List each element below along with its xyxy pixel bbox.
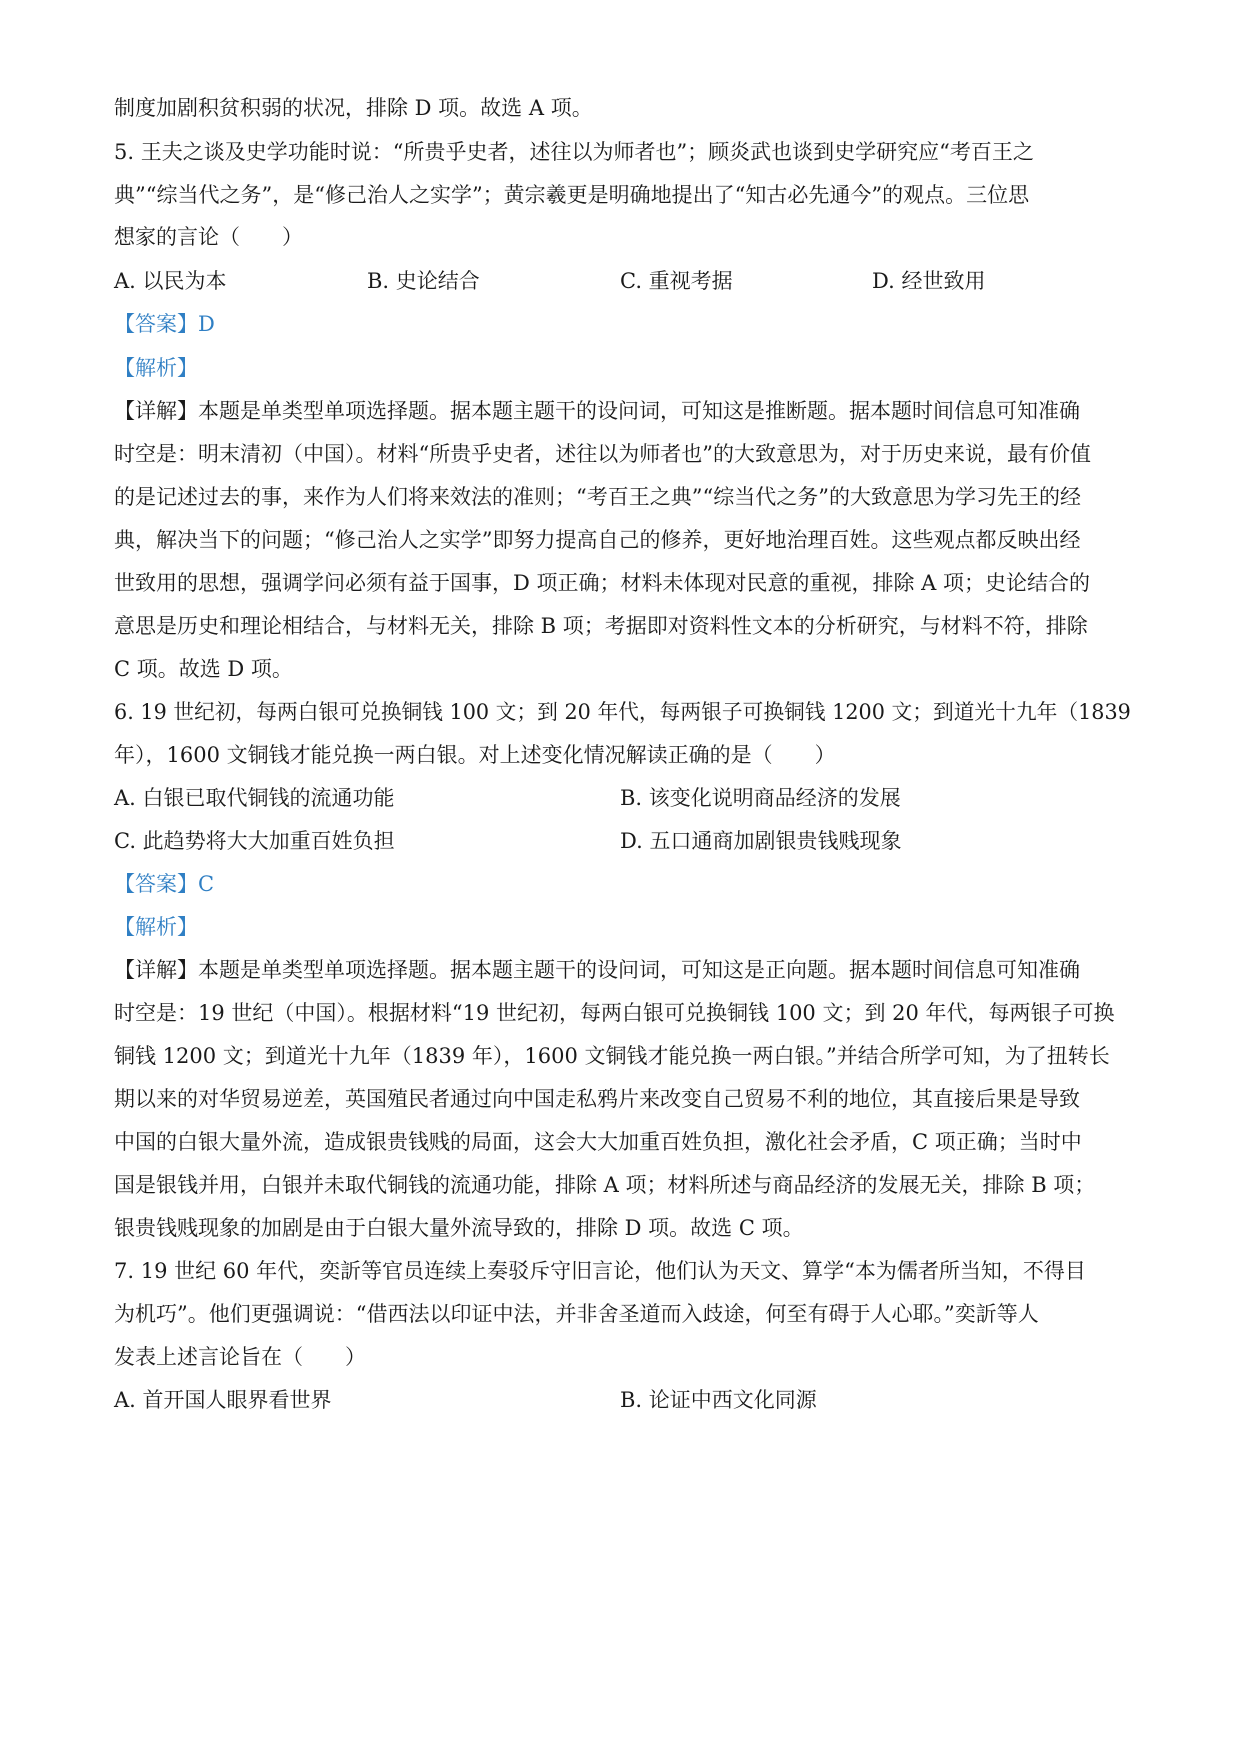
q5-detail-line-5: 世致用的思想，强调学问必须有益于国事，D 项正确；材料未体现对民意的重视，排除 A 项；史论结合的 [114,571,1091,595]
q5-analysis-label: 【解析】 [114,356,198,380]
q5-detail-line-4: 典，解决当下的问题；“修己治人之实学”即努力提高自己的修养，更好地治理百姓。这些观点都反映出经 [114,528,1081,552]
q5-detail-line-3: 的是记述过去的事，来作为人们将来效法的准则；“考百王之典”“综当代之务”的大致意思为学习先王的经 [114,485,1081,509]
q5-answer: 【答案】D [114,312,215,336]
q5-option-a: A. 以民为本 [114,269,227,293]
q7-option-b: B. 论证中西文化同源 [620,1388,817,1412]
q5-stem-line-2: 典”“综当代之务”，是“修己治人之实学”；黄宗羲更是明确地提出了“知古必先通今”的观点。三位思 [114,183,1030,207]
q5-detail-line-1: 【详解】本题是单类型单项选择题。据本题主题干的设问词，可知这是推断题。据本题时间信息可知准确 [114,399,1080,423]
q6-detail-line-5: 中国的白银大量外流，造成银贵钱贱的局面，这会大大加重百姓负担，激化社会矛盾，C 项正确；当时中 [114,1130,1082,1154]
q7-stem-line-1: 7. 19 世纪 60 年代，奕訢等官员连续上奏驳斥守旧言论，他们认为天文、算学“本为儒者所当知，不得目 [114,1259,1086,1283]
q6-detail-line-4: 期以来的对华贸易逆差，英国殖民者通过向中国走私鸦片来改变自己贸易不利的地位，其直接后果是导致 [114,1087,1080,1111]
q7-option-a: A. 首开国人眼界看世界 [114,1388,332,1412]
q7-stem-line-2: 为机巧”。他们更强调说：“借西法以印证中法，并非舍圣道而入歧途，何至有碍于人心耶。”奕訢等人 [114,1302,1039,1326]
q6-option-b: B. 该变化说明商品经济的发展 [620,786,901,810]
q5-detail-line-6: 意思是历史和理论相结合，与材料无关，排除 B 项；考据即对资料性文本的分析研究，与材料不符，排除 [114,614,1088,638]
q6-answer: 【答案】C [114,872,215,896]
q6-detail-line-1: 【详解】本题是单类型单项选择题。据本题主题干的设问词，可知这是正向题。据本题时间信息可知准确 [114,958,1080,982]
q5-option-d: D. 经世致用 [872,269,986,293]
q5-stem-line-1: 5. 王夫之谈及史学功能时说：“所贵乎史者，述往以为师者也”；顾炎武也谈到史学研究应“考百王之 [114,140,1034,164]
q4-tail-line: 制度加剧积贫积弱的状况，排除 D 项。故选 A 项。 [114,96,593,120]
q6-analysis-label: 【解析】 [114,915,198,939]
q6-option-a: A. 白银已取代铜钱的流通功能 [114,786,395,810]
q6-option-c: C. 此趋势将大大加重百姓负担 [114,829,395,853]
q5-stem-line-3: 想家的言论（ ） [114,225,303,249]
q6-stem-line-1: 6. 19 世纪初，每两白银可兑换铜钱 100 文；到 20 年代，每两银子可换铜钱 1200 文；到道光十九年（1839 [114,700,1131,724]
q5-option-b: B. 史论结合 [367,269,480,293]
q5-detail-line-2: 时空是：明末清初（中国）。材料“所贵乎史者，述往以为师者也”的大致意思为，对于历史来说，最有价值 [114,442,1091,466]
q5-option-c: C. 重视考据 [620,269,733,293]
q6-stem-line-2: 年），1600 文铜钱才能兑换一两白银。对上述变化情况解读正确的是（ ） [114,743,836,767]
q6-option-d: D. 五口通商加剧银贵钱贱现象 [620,829,902,853]
q6-detail-line-7: 银贵钱贱现象的加剧是由于白银大量外流导致的，排除 D 项。故选 C 项。 [114,1216,804,1240]
q5-detail-line-7: C 项。故选 D 项。 [114,657,293,681]
q6-detail-line-6: 国是银钱并用，白银并未取代铜钱的流通功能，排除 A 项；材料所述与商品经济的发展无关，排除 B 项； [114,1173,1096,1197]
q6-detail-line-2: 时空是：19 世纪（中国）。根据材料“19 世纪初，每两白银可兑换铜钱 100 文；到 20 年代，每两银子可换 [114,1001,1115,1025]
q7-stem-line-3: 发表上述言论旨在（ ） [114,1345,366,1369]
q6-detail-line-3: 铜钱 1200 文；到道光十九年（1839 年），1600 文铜钱才能兑换一两白银。”并结合所学可知，为了扭转长 [114,1044,1110,1068]
